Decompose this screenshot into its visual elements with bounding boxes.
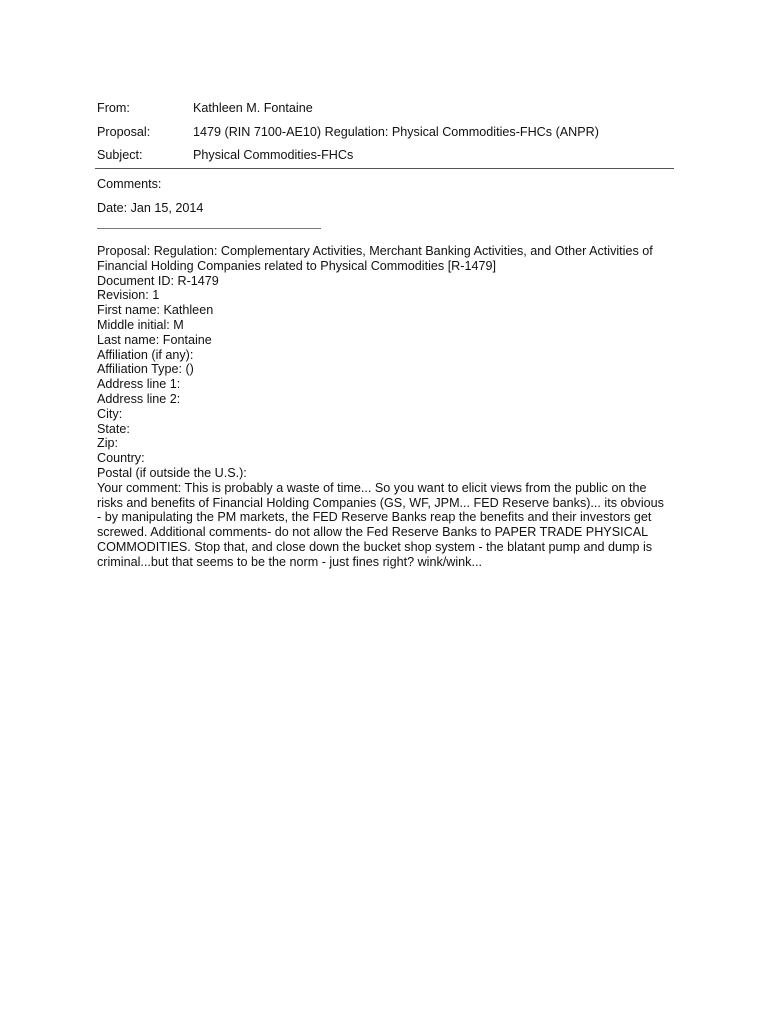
header-divider (95, 168, 674, 169)
from-label: From: (97, 101, 130, 115)
proposal-label: Proposal: (97, 125, 151, 139)
comment-line-1: Your comment: This is probably a waste of time... So you want to elicit views from the public on the (97, 480, 647, 495)
comment-line-4: screwed. Additional comments- do not allow the Fed Reserve Banks to PAPER TRADE PHYSICAL (97, 525, 649, 540)
affiliation-type: Affiliation Type: () (97, 362, 194, 377)
date-separator-line (97, 228, 321, 229)
proposal-value: 1479 (RIN 7100-AE10) Regulation: Physical Commodities-FHCs (ANPR) (193, 125, 599, 139)
proposal-title-line-1: Proposal: Regulation: Complementary Activities, Merchant Banking Activities, and Other Activities of (97, 244, 653, 258)
middle-initial: Middle initial: M (97, 317, 184, 332)
document-id: Document ID: R-1479 (97, 273, 219, 288)
comment-line-2: risks and benefits of Financial Holding Companies (GS, WF, JPM... FED Reserve banks)... its obvious (97, 495, 664, 510)
city: City: (97, 406, 123, 421)
state: State: (97, 421, 130, 436)
comment-body (97, 244, 677, 570)
country: Country: (97, 451, 145, 466)
address-line-1: Address line 1: (97, 377, 181, 392)
last-name: Last name: Fontaine (97, 332, 212, 347)
from-value: Kathleen M. Fontaine (193, 101, 313, 115)
first-name: First name: Kathleen (97, 303, 214, 318)
postal: Postal (if outside the U.S.): (97, 465, 247, 480)
address-line-2: Address line 2: (97, 391, 181, 406)
subject-label: Subject: (97, 148, 143, 162)
subject-value: Physical Commodities-FHCs (193, 148, 354, 162)
zip: Zip: (97, 436, 118, 451)
comment-line-5: COMMODITIES. Stop that, and close down the bucket shop system - the blatant pump and dump is (97, 539, 653, 554)
revision: Revision: 1 (97, 288, 160, 303)
comment-line-6: criminal...but that seems to be the norm - just fines right? wink/wink... (97, 554, 482, 569)
affiliation: Affiliation (if any): (97, 347, 194, 362)
proposal-title-line-2: Financial Holding Companies related to Physical Commodities [R-1479] (97, 258, 496, 273)
comments-label: Comments: (97, 177, 162, 191)
comment-line-3: - by manipulating the PM markets, the FED Reserve Banks reap the benefits and their investors get (97, 510, 652, 525)
comment-date: Date: Jan 15, 2014 (97, 201, 204, 215)
